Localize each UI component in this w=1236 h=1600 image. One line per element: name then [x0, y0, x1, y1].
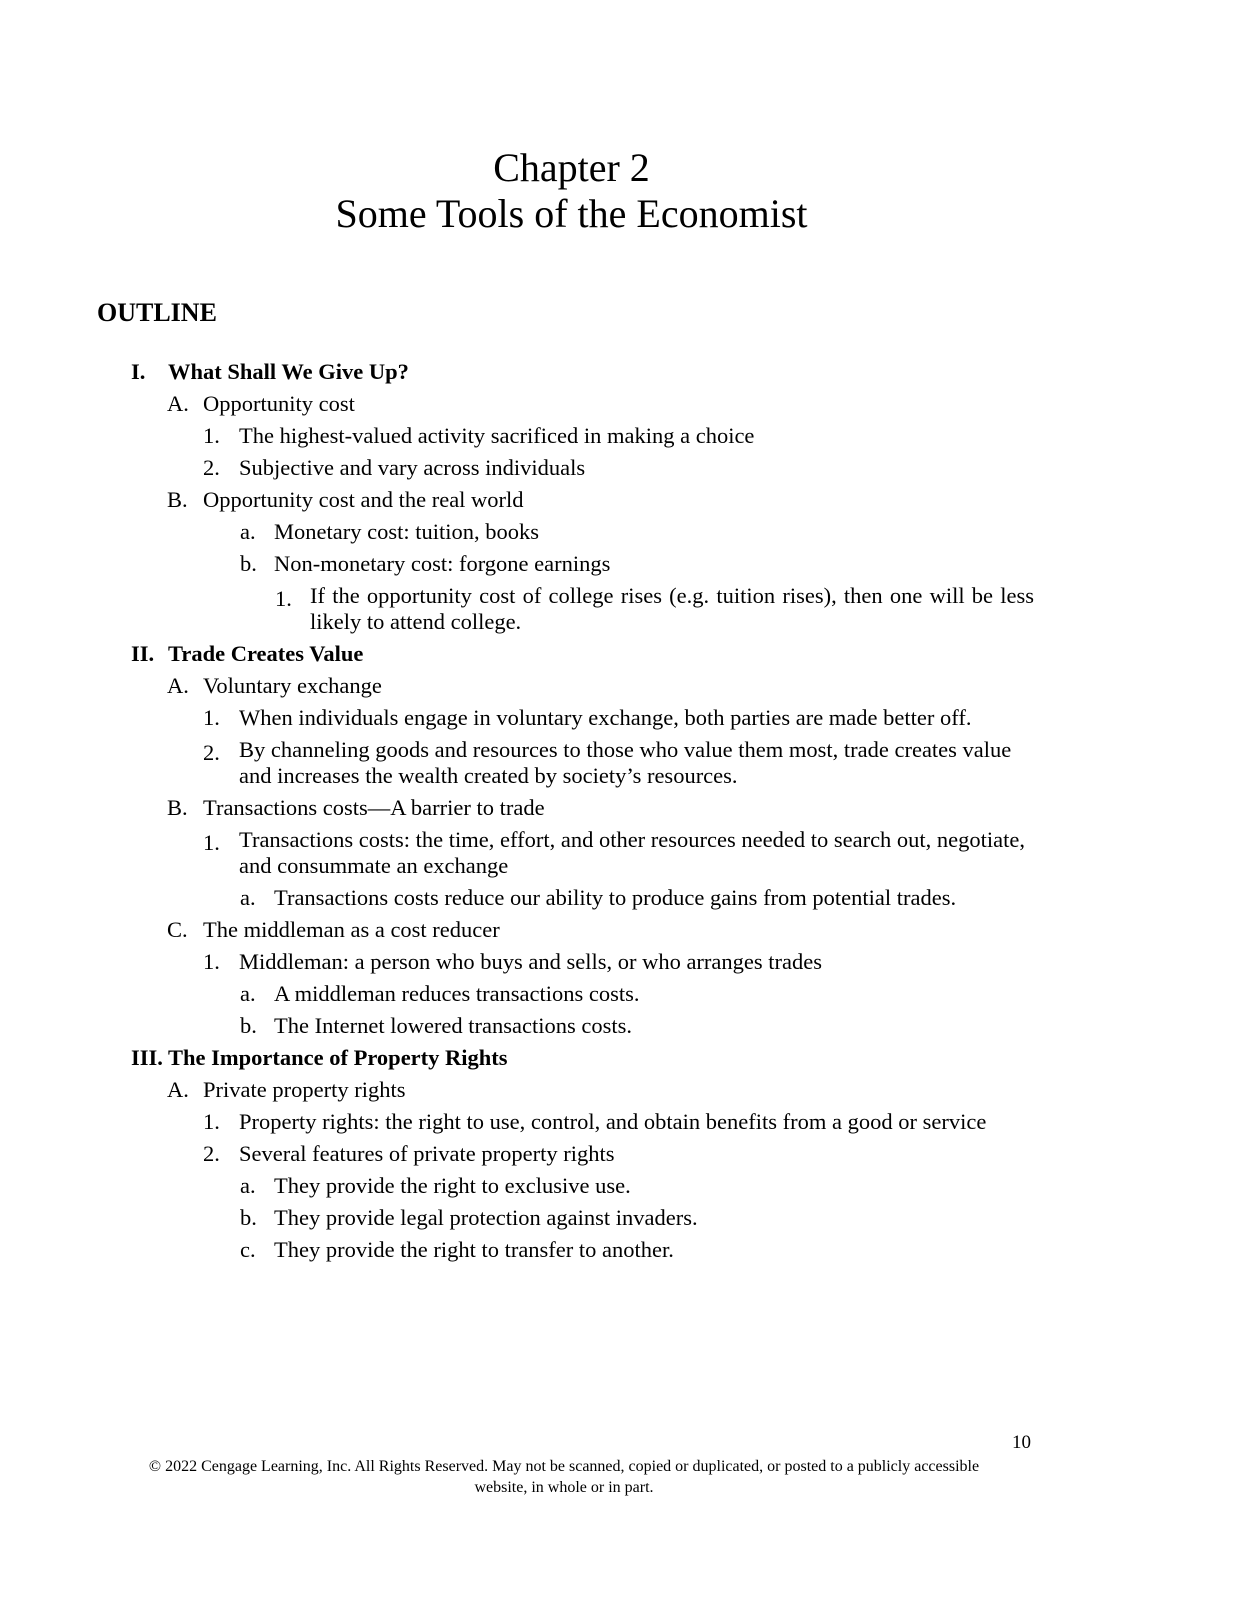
chapter-number: Chapter 2 [493, 145, 650, 190]
outline-item [0, 1010, 1236, 1042]
outline-item-text: Voluntary exchange [203, 673, 382, 698]
outline-item [0, 1234, 1236, 1266]
outline-item-text: The highest-valued activity sacrificed in making a choice [239, 423, 755, 448]
outline-item [0, 452, 1236, 484]
copyright-line-2: website, in whole or in part. [474, 1479, 654, 1496]
outline-item-marker: b. [240, 551, 257, 576]
outline-item-marker: 1. [203, 830, 220, 855]
outline-item-text: Trade Creates Value [168, 641, 364, 666]
outline-item [0, 484, 1236, 516]
outline-item-marker: A. [167, 673, 189, 698]
outline-item-text: Transactions costs reduce our ability to produce gains from potential trades. [274, 885, 957, 910]
outline-item-marker: II. [131, 641, 155, 666]
outline-item-text: The middleman as a cost reducer [203, 917, 500, 942]
outline-item-text: The Importance of Property Rights [168, 1045, 508, 1070]
outline-item-marker: III. [131, 1045, 163, 1070]
outline-item-marker: B. [167, 795, 188, 820]
outline-item-text: They provide the right to exclusive use. [274, 1173, 631, 1198]
outline-item-marker: C. [167, 917, 188, 942]
outline-item [0, 1202, 1236, 1234]
outline-item [0, 946, 1236, 978]
outline-item [0, 978, 1236, 1010]
outline-item-marker: B. [167, 487, 188, 512]
chapter-heading [0, 145, 1143, 237]
copyright-footer [0, 1456, 1128, 1498]
outline-item [0, 548, 1236, 580]
outline-item-text: A middleman reduces transactions costs. [274, 981, 640, 1006]
outline-item-text: Private property rights [203, 1077, 406, 1102]
outline-item-text: Several features of private property rights [239, 1141, 615, 1166]
outline-item [0, 914, 1236, 946]
outline-item-text: Opportunity cost and the real world [203, 487, 524, 512]
outline-item-marker: a. [240, 885, 256, 910]
outline-list [0, 356, 1236, 1266]
outline-item-text: Subjective and vary across individuals [239, 455, 586, 480]
outline-item [0, 516, 1236, 548]
outline-item-text: If the opportunity cost of college rises (e.g. tuition rises), then one will be less likely to attend college. [310, 583, 1034, 634]
outline-item-marker: I. [131, 359, 146, 384]
chapter-title: Some Tools of the Economist [335, 191, 808, 236]
outline-item [0, 388, 1236, 420]
outline-item-text: By channeling goods and resources to those who value them most, trade creates value and increases the wealth created by society’s resources. [239, 737, 1012, 788]
outline-item [0, 638, 1236, 670]
outline-item-text: Property rights: the right to use, control, and obtain benefits from a good or service [239, 1109, 987, 1134]
outline-item-text: What Shall We Give Up? [168, 359, 409, 384]
outline-item-marker: 1. [203, 423, 220, 448]
outline-item [0, 356, 1236, 388]
outline-item-marker: 2. [203, 455, 220, 480]
outline-item-marker: b. [240, 1013, 257, 1038]
outline-label: OUTLINE [97, 298, 217, 327]
outline-item-marker: 1. [203, 705, 220, 730]
outline-item [0, 1106, 1236, 1138]
outline-item-marker: c. [240, 1237, 256, 1262]
outline-item [0, 824, 1236, 882]
outline-item-text: Transactions costs: the time, effort, and other resources needed to search out, negotiate, and consummate an exchange [239, 827, 1026, 878]
outline-item-marker: a. [240, 981, 256, 1006]
copyright-line-1: © 2022 Cengage Learning, Inc. All Rights Reserved. May not be scanned, copied or duplicated, or posted to a publicly accessible [148, 1458, 980, 1475]
outline-item [0, 702, 1236, 734]
outline-item-text: They provide the right to transfer to another. [274, 1237, 674, 1262]
outline-item-text: When individuals engage in voluntary exchange, both parties are made better off. [239, 705, 972, 730]
page-number: 10 [1012, 1432, 1031, 1453]
outline-item-marker: a. [240, 1173, 256, 1198]
outline-item [0, 670, 1236, 702]
outline-item [0, 1138, 1236, 1170]
outline-item-marker: 2. [203, 740, 220, 765]
outline-item-marker: A. [167, 391, 189, 416]
outline-item [0, 420, 1236, 452]
outline-item-text: The Internet lowered transactions costs. [274, 1013, 633, 1038]
outline-item [0, 580, 1236, 638]
outline-item [0, 734, 1236, 792]
outline-item [0, 1170, 1236, 1202]
outline-item-text: Non-monetary cost: forgone earnings [274, 551, 611, 576]
outline-item-marker: 2. [203, 1141, 220, 1166]
outline-item-marker: 1. [203, 949, 220, 974]
outline-item-text: Transactions costs—A barrier to trade [203, 795, 545, 820]
outline-item [0, 792, 1236, 824]
outline-item-marker: 1. [203, 1109, 220, 1134]
outline-item-text: Monetary cost: tuition, books [274, 519, 539, 544]
outline-item [0, 882, 1236, 914]
outline-item-text: Opportunity cost [203, 391, 355, 416]
outline-item-marker: b. [240, 1205, 257, 1230]
outline-item-marker: A. [167, 1077, 189, 1102]
outline-item-text: Middleman: a person who buys and sells, or who arranges trades [239, 949, 822, 974]
outline-item [0, 1042, 1236, 1074]
outline-item-text: They provide legal protection against invaders. [274, 1205, 698, 1230]
outline-item-marker: 1. [275, 586, 292, 611]
outline-item [0, 1074, 1236, 1106]
outline-item-marker: a. [240, 519, 256, 544]
